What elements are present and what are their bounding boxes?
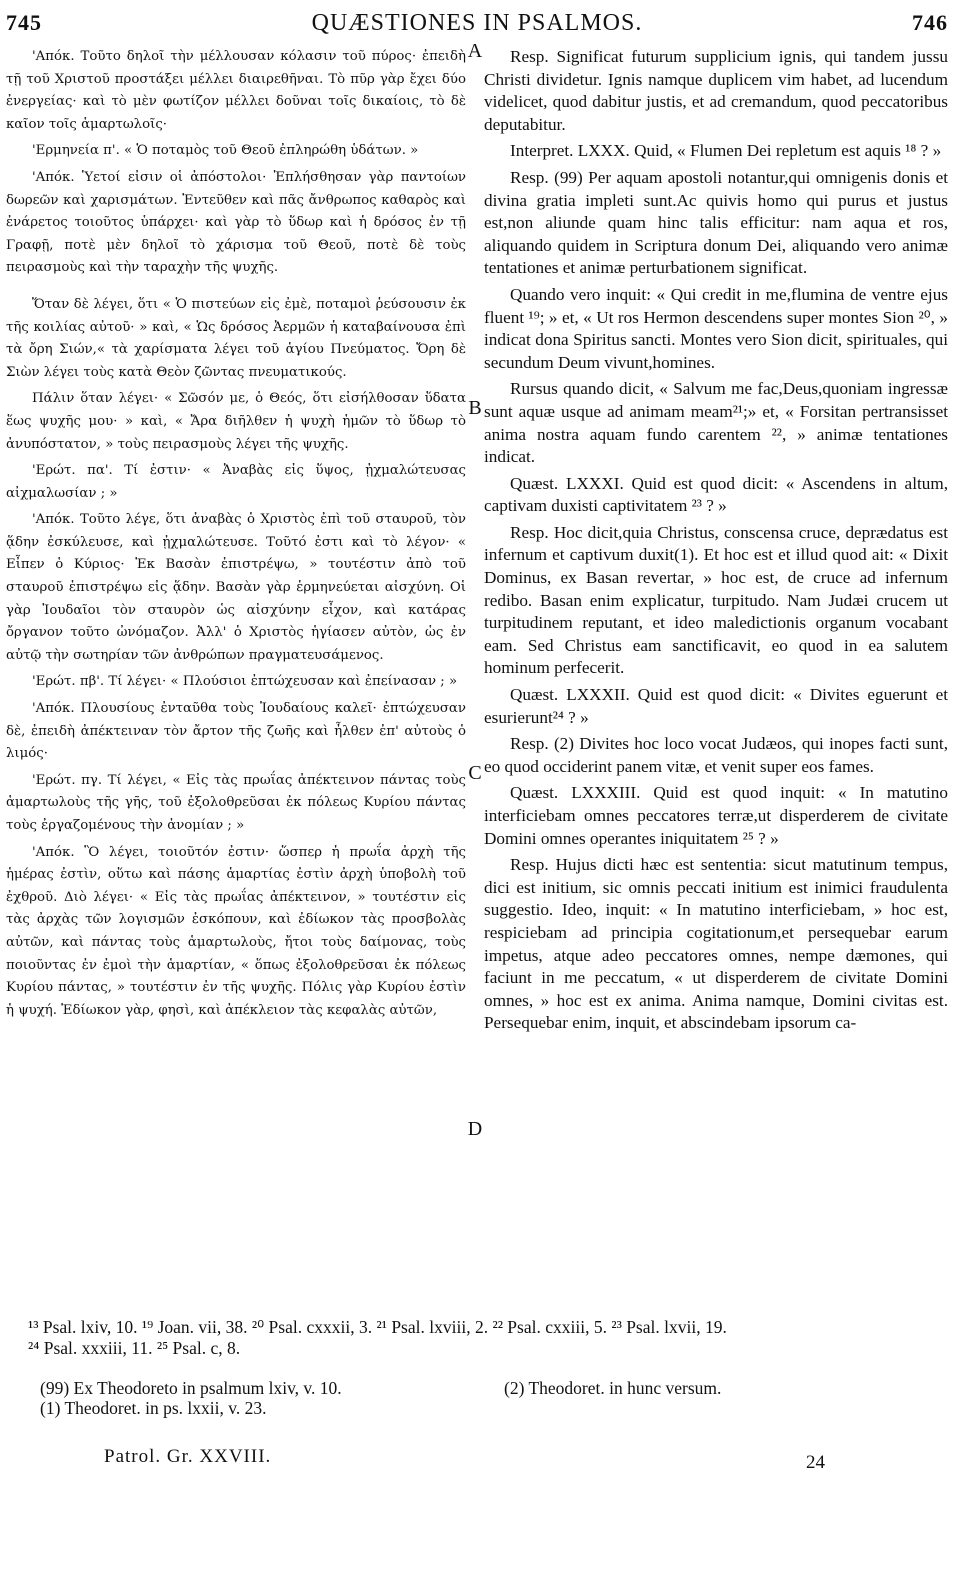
page-number-left: 745 <box>6 10 42 35</box>
greek-paragraph: 'Απόκ. Ὑετοί εἰσιν οἱ ἀπόστολοι· Ἐπλήσθησαν γὰρ παντοίων δωρεῶν καὶ χαρισμάτων. Ἐντεῦθεν καὶ πᾶς ἄνθρωπος καθαρὸς καὶ ἐνάρετος τοιοῦτος ὑπάρχει· καὶ γὰρ τὸ ὕδωρ καὶ ἡ δρόσος ἐν τῇ Γραφῇ, ποτὲ μὲν δηλοῖ τὸ χάρισμα τοῦ Θεοῦ, ποτὲ δὲ τοὺς πειρασμοὺς καὶ τὴν ταραχὴν τῆς ψυχῆς. <box>6 169 466 276</box>
page-number-right: 746 <box>912 10 948 35</box>
greek-paragraph: 'Ερμηνεία π'. « Ὁ ποταμὸς τοῦ Θεοῦ ἐπληρώθη ὑδάτων. » <box>32 143 419 159</box>
footnotes-left <box>40 1378 480 1418</box>
greek-paragraph: Πάλιν ὅταν λέγει· « Σῶσόν με, ὁ Θεός, ὅτι εἰσήλθοσαν ὕδατα ἕως ψυχῆς μου· » καὶ, « Ἄρα διῆλθεν ἡ ψυχὴ ἡμῶν τὸ ὕδωρ τὸ ἀνυπόστατον, » τοὺς πειρασμοὺς λέγει τῆς ψυχῆς. <box>6 391 466 452</box>
margin-marker-d: D <box>467 1118 483 1140</box>
margin-marker-c: C <box>468 762 482 784</box>
latin-paragraph: Resp. (2) Divites hoc loco vocat Judæos, qui inopes facti sunt, eo quod occiderint panem vitæ, et venit super eos fames. <box>484 734 948 776</box>
footnote: (1) Theodoret. in ps. lxxii, v. 23. <box>40 1398 267 1418</box>
greek-paragraph: 'Απόκ. Τοῦτο δηλοῖ τὴν μέλλουσαν κόλασιν τοῦ πύρος· ἐπειδὴ τῇ τοῦ Χριστοῦ προστάξει μέλλει διαιρεθῆναι. Τὸ πῦρ γὰρ ἔχει δύο ἐνεργείας· καὶ τὸ μὲν φωτίζον μέλλει δοῦναι τοῖς δικαίοις, τὸ δὲ καῖον τοῖς ἁμαρτωλοῖς· <box>6 49 466 132</box>
latin-paragraph: Quæst. LXXXIII. Quid est quod inquit: « In matutino interficiebam omnes peccatores terræ,ut disperderem de civitate Domini omnes operantes iniquitatem ²⁵ ? » <box>484 783 948 848</box>
footer-signature-number: 24 <box>806 1452 825 1473</box>
footer-series-title: Patrol. Gr. XXVIII. <box>104 1446 272 1467</box>
greek-paragraph: 'Ερώτ. πβ'. Τί λέγει· « Πλούσιοι ἐπτώχευσαν καὶ ἐπείνασαν ; » <box>32 674 458 690</box>
latin-paragraph: Resp. Hujus dicti hæc est sententia: sicut matutinum tempus, dici est initium, sic omnis peccati initium est inimici fraudulenta suggestio. Ideo, inquit: « In matutino interficiebam, » hoc est, respiciebam ad principia cogitationum,et persequebar earum impetus, atque adeo peccatores omnes, nempe dæmones, qui faciunt in me peccatum, « ut disperderem de civitate Domini omnes, » hoc est ex anima. Anima namque, Domini civitas est. Persequebar enim, inquit, et abscindebam ipsorum ca- <box>484 855 948 1033</box>
scripture-references-line: ²⁴ Psal. xxxiii, 11. ²⁵ Psal. c, 8. <box>28 1338 241 1358</box>
latin-paragraph: Quando vero inquit: « Qui credit in me,flumina de ventre ejus fluent ¹⁹; » et, « Ut ros Hermon descendens super montes Sion ²⁰, » indicat dona Spiritus sancti. Montes vero Sion dicit, spirituales, qui secundum Deum vivunt,homines. <box>484 284 948 372</box>
page-title: QUÆSTIONES IN PSALMOS. <box>311 10 643 36</box>
greek-paragraph: 'Ερώτ. πγ. Τί λέγει, « Εἰς τὰς πρωΐας ἀπέκτεινον πάντας τοὺς ἁμαρτωλοὺς τῆς γῆς, τοῦ ἐξολοθρεῦσαι ἐκ πόλεως Κυρίου πάντας τοὺς ἐργαζομένους τὴν ἀνομίαν ; » <box>6 772 466 833</box>
footnotes-right <box>504 1378 924 1398</box>
greek-paragraph: 'Απόκ. Τοῦτο λέγε, ὅτι ἀναβὰς ὁ Χριστὸς ἐπὶ τοῦ σταυροῦ, τὸν ᾅδην ἐσκύλευσε, καὶ ᾐχμαλώτευσε. Τοῦτό ἐστι καὶ τὸ λέγον· « Εἶπεν ὁ Κύριος· Ἐκ Βασὰν ἐπιστρέψω, » τουτέστιν ἀπὸ τοῦ σταυροῦ ἐπιστρέψω εἰς ᾅδην. Βασὰν γὰρ ἑρμηνεύεται αἰσχύνη. Οἱ γὰρ Ἰουδαῖοι τὸν σταυρὸν ὡς αἰσχύνην εἶχον, καὶ κατάρας ὄργανον τοῦτο ὠνόμαζον. Ἀλλ' ὁ Χριστὸς ἡγίασεν αὐτὸν, ὡς ἐν αὐτῷ τὴν σωτηρίαν τῶν ἀνθρώπων πραγματευσάμενος. <box>6 512 466 663</box>
greek-paragraph: 'Ερώτ. πα'. Τί ἐστιν· « Ἀναβὰς εἰς ὕψος, ᾐχμαλώτευσας αἰχμαλωσίαν ; » <box>6 463 466 501</box>
latin-paragraph: Quæst. LXXXII. Quid est quod dicit: « Divites eguerunt et esurierunt²⁴ ? » <box>484 685 948 727</box>
footnote: (2) Theodoret. in hunc versum. <box>504 1378 722 1398</box>
margin-marker-a: A <box>467 40 483 62</box>
latin-paragraph: Rursus quando dicit, « Salvum me fac,Deus,quoniam ingressæ sunt aquæ usque ad animam meam²¹;» et, « Forsitan pertransisset anima nostra aquam fundo carentem ²², » animæ tentationes indicat. <box>484 379 948 467</box>
latin-paragraph: Resp. (99) Per aquam apostoli notantur,qui omnigenis donis et divina gratia impleti sunt.Ac quivis homo qui purus et justus est,non aliunde quam hinc talis efficitur: nam aqua et ros, aliquando quidem in Scriptura donum Dei, aliquando vero animæ tentationes et animæ perturbationem significat. <box>484 167 948 278</box>
latin-paragraph: Resp. Significat futurum supplicium ignis, qui tandem jussu Christi dividetur. Ignis namque duplicem vim habet, ad lucendum videlicet, quod dabitur justis, et ad cremandum, quod peccatoribus deputabitur. <box>484 47 948 134</box>
scripture-references <box>28 1317 928 1359</box>
latin-paragraph: Quæst. LXXXI. Quid est quod dicit: « Ascendens in altum, captivam duxisti captivitatem ²³ ? » <box>484 473 948 516</box>
latin-column <box>484 46 948 1039</box>
margin-marker-b: B <box>468 397 482 419</box>
greek-paragraph: 'Απόκ. Ὃ λέγει, τοιοῦτόν ἐστιν· ὥσπερ ἡ πρωΐα ἀρχὴ τῆς ἡμέρας ἐστὶν, οὕτω καὶ πάσης ἁμαρτίας ἐστὶν ἀρχὴ ὑποβολὴ τοῦ ἐχθροῦ. Διὸ λέγει· « Εἰς τὰς πρωΐας ἀπέκτεινον, » τουτέστιν εἰς τὰς ἀρχὰς τῶν λογισμῶν ἐσκόπουν, καὶ ἐδίωκον τὰς προσβολὰς αὐτῶν, καὶ πάντας τοὺς ἁμαρτωλοὺς, ἤτοι τοὺς δαίμονας, τοὺς ποιοῦντας ἐν ἐμοὶ τὴν ἁμαρτίαν, « ὅπως ἐξολοθρεῦσαι ἐκ πόλεως Κυρίου πάντας, » τουτέστιν ἐν τῆς ψυχῆς. Πόλις γὰρ Κυρίου ἐστὶν ἡ ψυχή. Ἐδίωκον γὰρ, φησὶ, καὶ ἀπέκλειον τὰς κεφαλὰς αὐτῶν, <box>6 844 466 1018</box>
running-header <box>6 10 948 44</box>
latin-paragraph: Interpret. LXXX. Quid, « Flumen Dei repletum est aquis ¹⁸ ? » <box>510 141 942 161</box>
footnote: (99) Ex Theodoreto in psalmum lxiv, v. 10. <box>40 1378 342 1398</box>
greek-paragraph: Ὅταν δὲ λέγει, ὅτι « Ὁ πιστεύων εἰς ἐμὲ, ποταμοὶ ῥεύσουσιν ἐκ τῆς κοιλίας αὐτοῦ· » καὶ, « Ὡς δρόσος Ἀερμῶν ἡ καταβαίνουσα ἐπὶ τὰ ὄρη Σιών,« τὰ χαρίσματα λέγει τοῦ ἁγίου Πνεύματος. Ὄρη δὲ Σιὼν λέγει τοὺς κατὰ Θεὸν ζῶντας πνευματικούς. <box>6 296 466 380</box>
latin-paragraph: Resp. Hoc dicit,quia Christus, conscensa cruce, deprædatus est infernum et captivum duxit(1). Et hoc est et illud quod ait: « Dixit Dominus, ex Basan revertar, » hoc est, de cruce ad infernum redibo. Basan enim explicatur, turpitudo. Nam Judæi crucem ut turpitudinem reputant, et ideo maledictionis organum vocabant eam. Sed Christus eam sanctificavit, eo quod in ea salutem hominum perfecerit. <box>484 522 948 678</box>
scripture-references-line: ¹³ Psal. lxiv, 10. ¹⁹ Joan. vii, 38. ²⁰ Psal. cxxxii, 3. ²¹ Psal. lxviii, 2. ²² Psal. cxxiii, 5. ²³ Psal. lxvii, 19. <box>28 1317 727 1337</box>
greek-paragraph: 'Απόκ. Πλουσίους ἐνταῦθα τοὺς Ἰουδαίους καλεῖ· ἐπτώχευσαν δὲ, ἐπειδὴ ἀπέκτειναν τὸν ἄρτον τῆς ζωῆς καὶ ἦλθεν ἐπ' αὐτοὺς ὁ λιμός· <box>6 701 466 762</box>
greek-column <box>6 46 466 1026</box>
